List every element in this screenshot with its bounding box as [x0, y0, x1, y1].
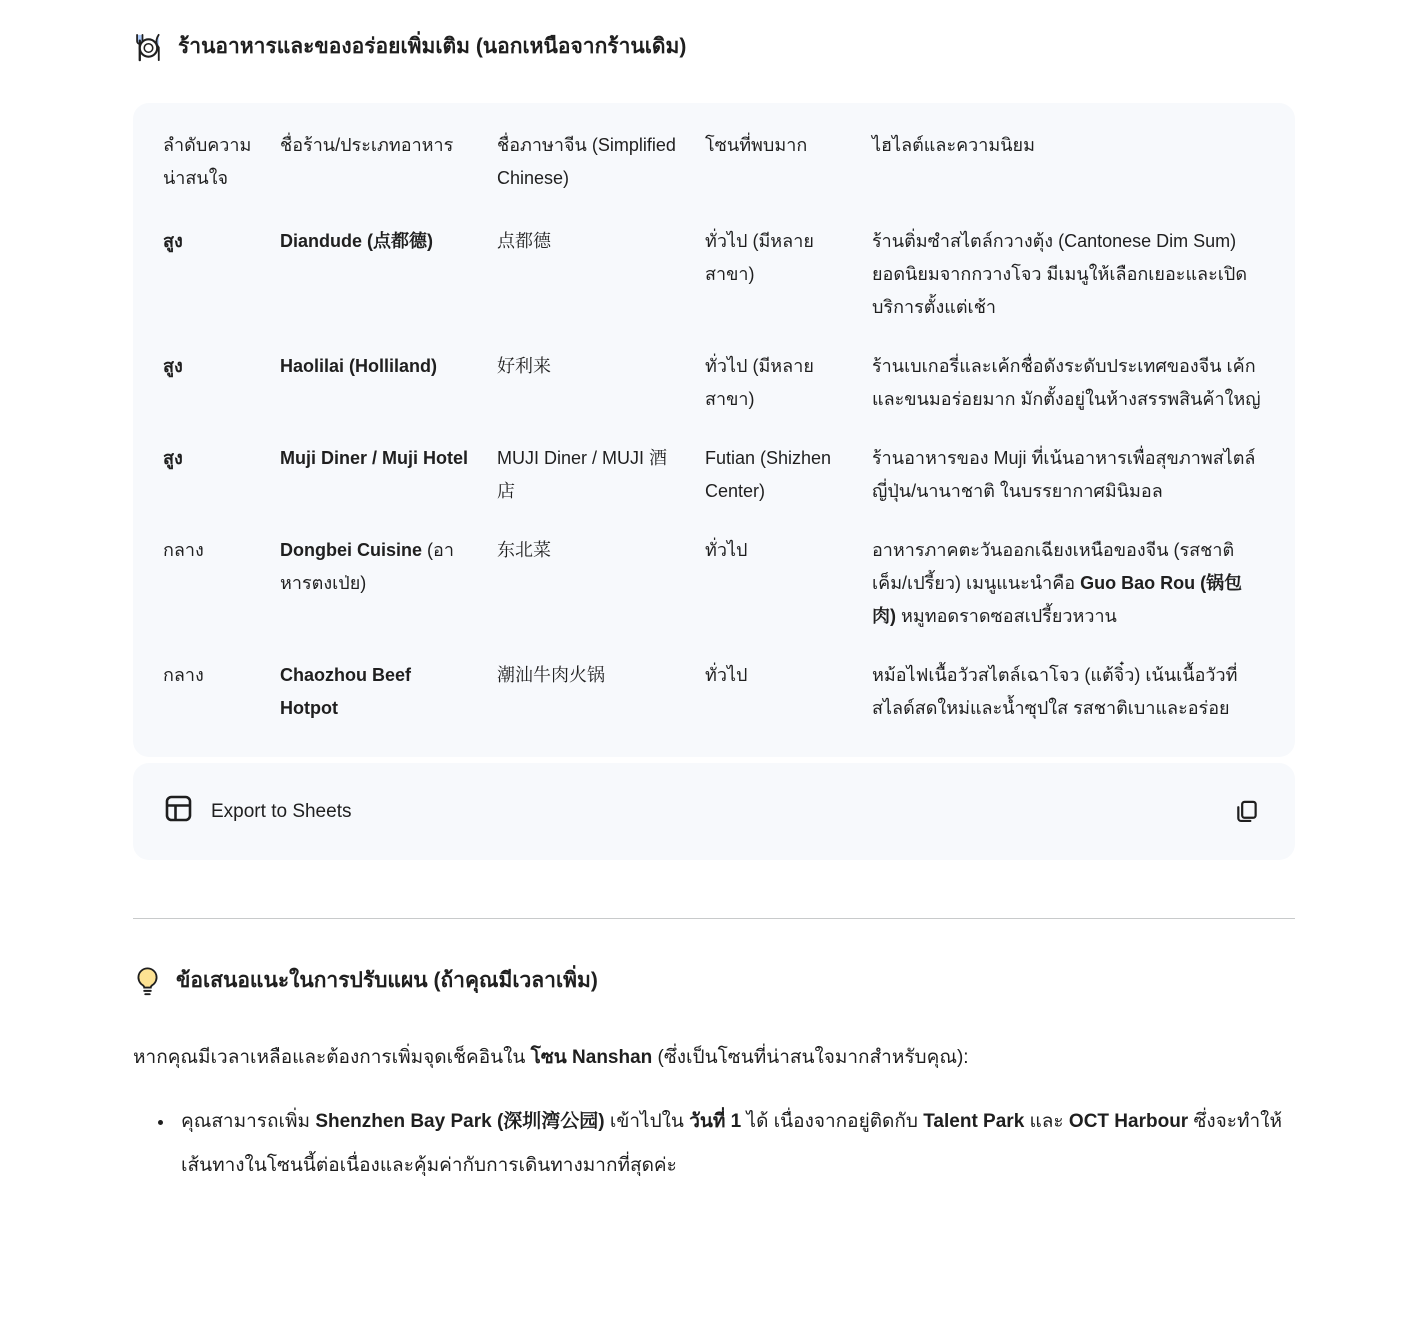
table-body — [163, 225, 1265, 725]
table-cell: Diandude (点都德) — [280, 231, 433, 251]
table-cell: สูง — [163, 356, 183, 376]
table-header-row — [163, 129, 1265, 195]
table-cell: ทั่วไป — [705, 665, 748, 685]
section-title-text: ร้านอาหารและของอร่อยเพิ่มเติม (นอกเหนือจากร้านเดิม) — [178, 35, 687, 58]
restaurants-table — [133, 103, 1295, 757]
table-cell: MUJI Diner / MUJI 酒店 — [497, 448, 668, 501]
table-row — [163, 659, 1265, 725]
column-header: ไฮไลต์และความนิยม — [872, 135, 1035, 155]
table-cell: Dongbei Cuisine (อาหารตงเป่ย) — [280, 540, 454, 593]
table-cell: 好利来 — [497, 356, 551, 376]
table-cell: อาหารภาคตะวันออกเฉียงเหนือของจีน (รสชาติเค็ม/เปรี้ยว) เมนูแนะนำคือ Guo Bao Rou (锅包肉) หมูทอดราดซอสเปรี้ยวหวาน — [872, 540, 1243, 626]
suggestion-section-title — [133, 965, 1295, 997]
table-cell: Futian (Shizhen Center) — [705, 448, 832, 501]
copy-icon — [1234, 799, 1259, 824]
column-header: ชื่อร้าน/ประเภทอาหาร — [280, 135, 454, 155]
table-row — [163, 350, 1265, 416]
table-cell: Chaozhou Beef Hotpot — [280, 665, 412, 718]
table-cell: Muji Diner / Muji Hotel — [280, 448, 468, 468]
suggestion-title-text: ข้อเสนอแนะในการปรับแผน (ถ้าคุณมีเวลาเพิ่ม) — [176, 969, 598, 992]
table-cell: ทั่วไป — [705, 540, 748, 560]
table-cell: ร้านอาหารของ Muji ที่เน้นอาหารเพื่อสุขภาพสไตล์ญี่ปุ่น/นานาชาติ ในบรรยากาศมินิมอล — [872, 448, 1256, 501]
table-cell: 潮汕牛肉火锅 — [497, 665, 605, 685]
table-row — [163, 225, 1265, 324]
column-header: โซนที่พบมาก — [705, 135, 808, 155]
suggestion-list — [133, 1100, 1295, 1188]
column-header: ชื่อภาษาจีน (Simplified Chinese) — [497, 135, 676, 188]
table-row — [163, 442, 1265, 508]
table-row — [163, 534, 1265, 633]
table-cell: 东北菜 — [497, 540, 551, 560]
table-cell: ร้านติ่มซำสไตล์กวางตุ้ง (Cantonese Dim Sum) ยอดนิยมจากกวางโจว มีเมนูให้เลือกเยอะและเปิดบริการตั้งแต่เช้า — [872, 231, 1248, 317]
suggestion-bullet: • คุณสามารถเพิ่ม Shenzhen Bay Park (深圳湾公园) เข้าไปใน วันที่ 1 ได้ เนื่องจากอยู่ติดกับ Talent Park และ OCT Harbour ซึ่งจะทำให้เส้นทางในโซนนี้ต่อเนื่องและคุ้มค่ากับการเดินทางมากที่สุดค่ะ — [175, 1100, 1295, 1188]
table-cell: Haolilai (Holliland) — [280, 356, 438, 376]
table-cell: ทั่วไป (มีหลายสาขา) — [705, 356, 814, 409]
restaurants-section-title — [133, 31, 1295, 63]
export-label: Export to Sheets — [211, 800, 352, 822]
table-cell: สูง — [163, 448, 183, 468]
export-to-sheets-button[interactable] — [165, 795, 351, 828]
table-cell: กลาง — [163, 665, 204, 685]
lightbulb-icon — [133, 966, 162, 997]
table-cell: 点都德 — [497, 231, 551, 251]
table-footer-bar — [133, 763, 1295, 860]
table-cell: ทั่วไป (มีหลายสาขา) — [705, 231, 814, 284]
table-cell: หม้อไฟเนื้อวัวสไตล์เฉาโจว (แต้จิ๋ว) เน้นเนื้อวัวที่สไลด์สดใหม่และน้ำซุปใส รสชาติเบาและอร่อย — [872, 665, 1238, 718]
column-header: ลำดับความน่าสนใจ — [163, 135, 252, 188]
chat-response — [133, 0, 1295, 1188]
copy-table-button[interactable] — [1230, 795, 1263, 828]
dining-icon — [133, 32, 164, 63]
table-cell: ร้านเบเกอรี่และเค้กชื่อดังระดับประเทศของจีน เค้กและขนมอร่อยมาก มักตั้งอยู่ในห้างสรรพสินค้าใหญ่ — [872, 356, 1261, 409]
table-cell: กลาง — [163, 540, 204, 560]
table-grid-icon — [165, 795, 192, 828]
section-divider — [133, 918, 1295, 919]
suggestion-intro: หากคุณมีเวลาเหลือและต้องการเพิ่มจุดเช็คอินใน โซน Nanshan (ซึ่งเป็นโซนที่น่าสนใจมากสำหรับคุณ): — [133, 1047, 969, 1068]
table-cell: สูง — [163, 231, 183, 251]
